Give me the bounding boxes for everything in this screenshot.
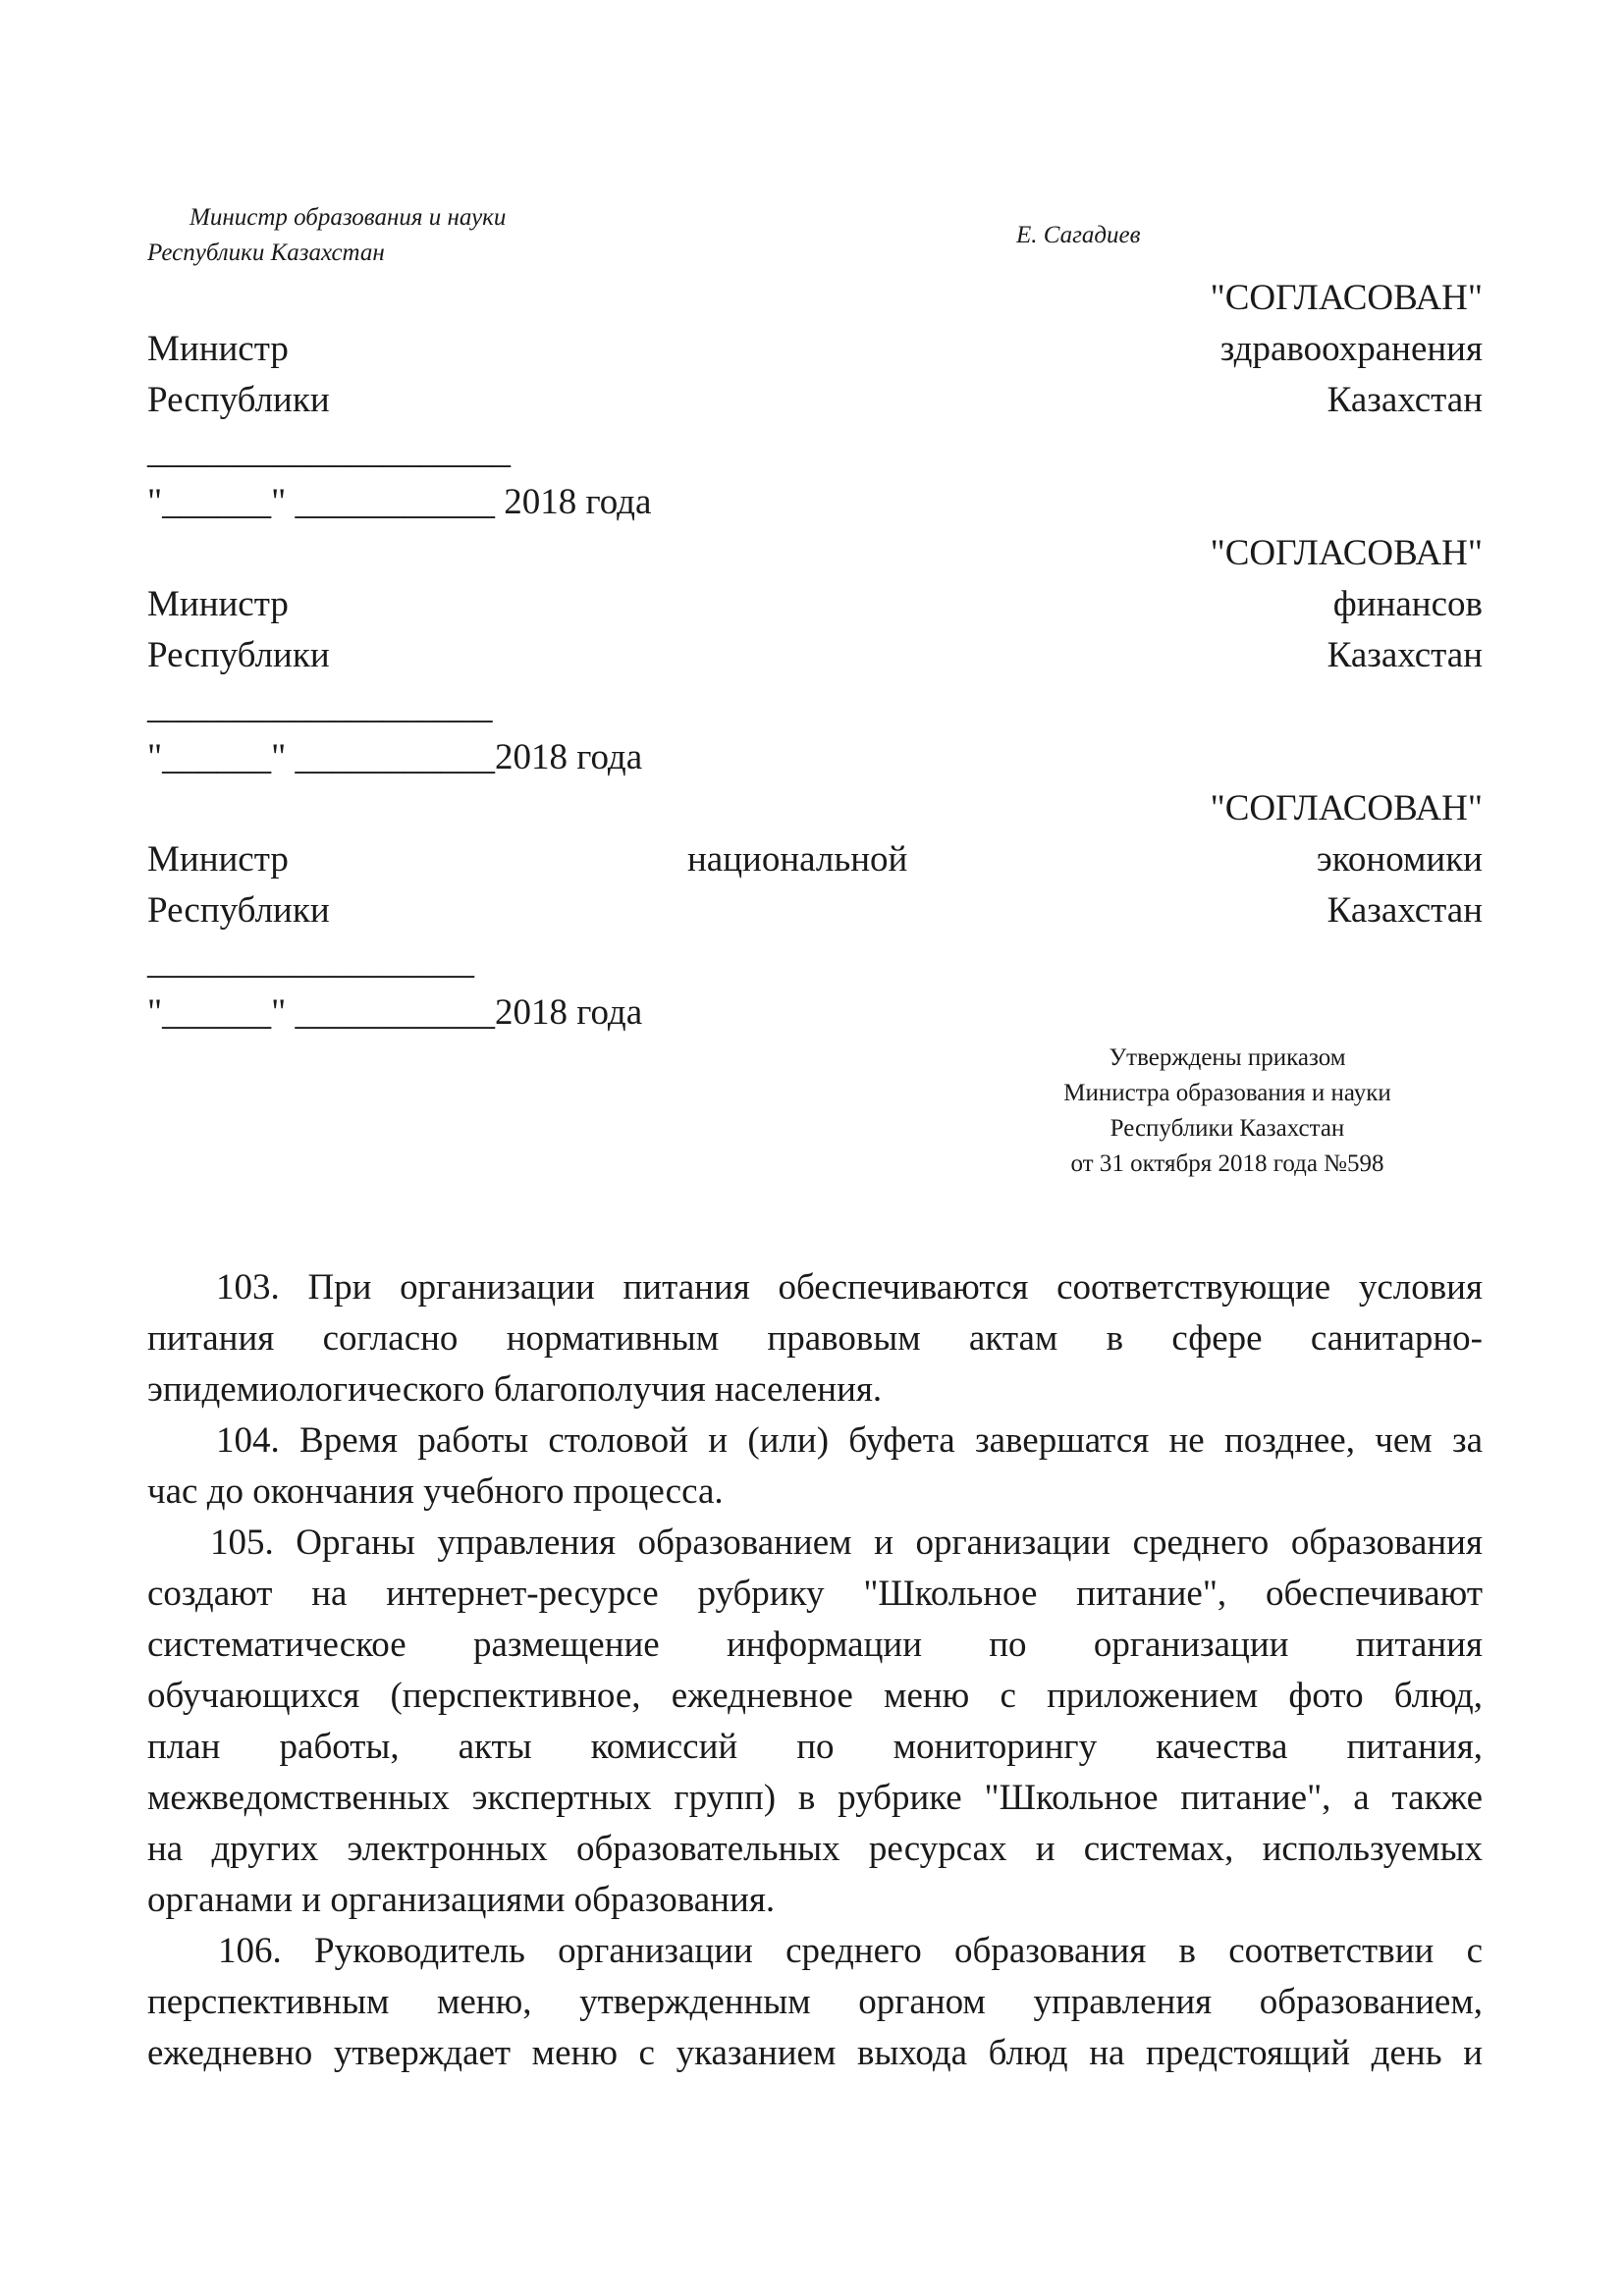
paragraph-line: обучающихся (перспективное, ежедневное меню с приложением фото блюд, (147, 1676, 1483, 1716)
paragraph-line: питания согласно нормативным правовым актам в сфере санитарно- (147, 1318, 1483, 1359)
approval-3-right-2: Казахстан (1326, 890, 1483, 931)
approval-1-left-2: Республики (147, 380, 330, 420)
approved-by-order-block (982, 1041, 1473, 1182)
approval-2-right-2: Казахстан (1326, 635, 1483, 675)
approval-1-right-2: Казахстан (1326, 380, 1483, 420)
approval-3-stamp: "СОГЛАСОВАН" (1210, 788, 1483, 828)
approval-1-signature-blank: ____________________ (147, 431, 511, 471)
paragraph-line: межведомственных экспертных групп) в рубрике "Школьное питание", а также (147, 1778, 1483, 1818)
approval-1-stamp-row (147, 273, 1483, 324)
approval-3-row-1 (147, 834, 1483, 885)
approved-line-1: Утверждены приказом (1109, 1044, 1346, 1071)
paragraph-line: органами и организациями образования. (147, 1880, 776, 1920)
paragraph-line: на других электронных образовательных ресурсах и системах, используемых (147, 1829, 1483, 1869)
paragraph-line: 105. Органы управления образованием и организации среднего образования (210, 1522, 1483, 1563)
approval-1-right-1: здравоохранения (1219, 329, 1483, 369)
approval-2-stamp: "СОГЛАСОВАН" (1210, 533, 1483, 573)
approval-1-date: "______" ___________ 2018 года (147, 482, 652, 522)
paragraph-105 (147, 1518, 1483, 1926)
approval-2-stamp-row (147, 528, 1483, 579)
approval-3-date: "______" ___________2018 года (147, 992, 643, 1033)
paragraph-104 (147, 1415, 1483, 1518)
approval-2-right-1: финансов (1332, 584, 1483, 624)
approved-line-3: Республики Казахстан (1110, 1115, 1345, 1142)
paragraph-line: план работы, акты комиссий по мониторингу качества питания, (147, 1727, 1483, 1767)
paragraph-line: создают на интернет-ресурсе рубрику "Школьное питание", обеспечивают (147, 1574, 1483, 1614)
paragraph-103 (147, 1262, 1483, 1415)
paragraph-line: 103. При организации питания обеспечиваются соответствующие условия (216, 1267, 1483, 1308)
approval-2-signature-line (147, 681, 1483, 732)
approval-3-right-1: экономики (1316, 839, 1483, 880)
paragraph-line: час до окончания учебного процесса. (147, 1471, 724, 1512)
approval-3-signature-blank: __________________ (147, 941, 474, 982)
paragraph-line: систематическое размещение информации по организации питания (147, 1625, 1483, 1665)
header-minister-title: Министр образования и науки (189, 204, 507, 231)
approval-1-signature-line (147, 426, 1483, 477)
approval-3-mid-1: национальной (687, 839, 908, 880)
approval-2-left-2: Республики (147, 635, 330, 675)
approval-3-signature-line (147, 936, 1483, 988)
approval-1-row-1 (147, 324, 1483, 375)
approval-1-date-row (147, 477, 1483, 528)
approval-2-date-row (147, 732, 1483, 783)
approval-1-row-2 (147, 375, 1483, 426)
approval-3-stamp-row (147, 783, 1483, 834)
header-signer-name: Е. Сагадиев (1016, 222, 1141, 248)
approval-3-left-1: Министр (147, 839, 289, 880)
approval-2-left-1: Министр (147, 584, 289, 624)
approved-line-4: от 31 октября 2018 года №598 (1070, 1150, 1384, 1177)
approval-2-signature-blank: ___________________ (147, 686, 493, 726)
approval-1-stamp: "СОГЛАСОВАН" (1210, 278, 1483, 318)
paragraph-line: ежедневно утверждает меню с указанием выхода блюд на предстоящий день и (147, 2033, 1483, 2073)
approval-3-left-2: Республики (147, 890, 330, 931)
approval-3-row-2 (147, 885, 1483, 936)
paragraph-106 (147, 1926, 1483, 2079)
approval-3-date-row (147, 988, 1483, 1039)
approval-2-row-2 (147, 630, 1483, 681)
approval-2-date: "______" ___________2018 года (147, 737, 643, 777)
approved-line-2: Министра образования и науки (1063, 1080, 1391, 1106)
paragraph-line: 104. Время работы столовой и (или) буфета завершатся не позднее, чем за (216, 1420, 1483, 1461)
approval-2-row-1 (147, 579, 1483, 630)
paragraph-line: перспективным меню, утвержденным органом управления образованием, (147, 1982, 1483, 2022)
paragraph-line: эпидемиологического благополучия населения. (147, 1369, 883, 1410)
header-minister-country: Республики Казахстан (147, 240, 385, 266)
approval-1-left-1: Министр (147, 329, 289, 369)
paragraph-line: 106. Руководитель организации среднего образования в соответствии с (218, 1931, 1483, 1971)
